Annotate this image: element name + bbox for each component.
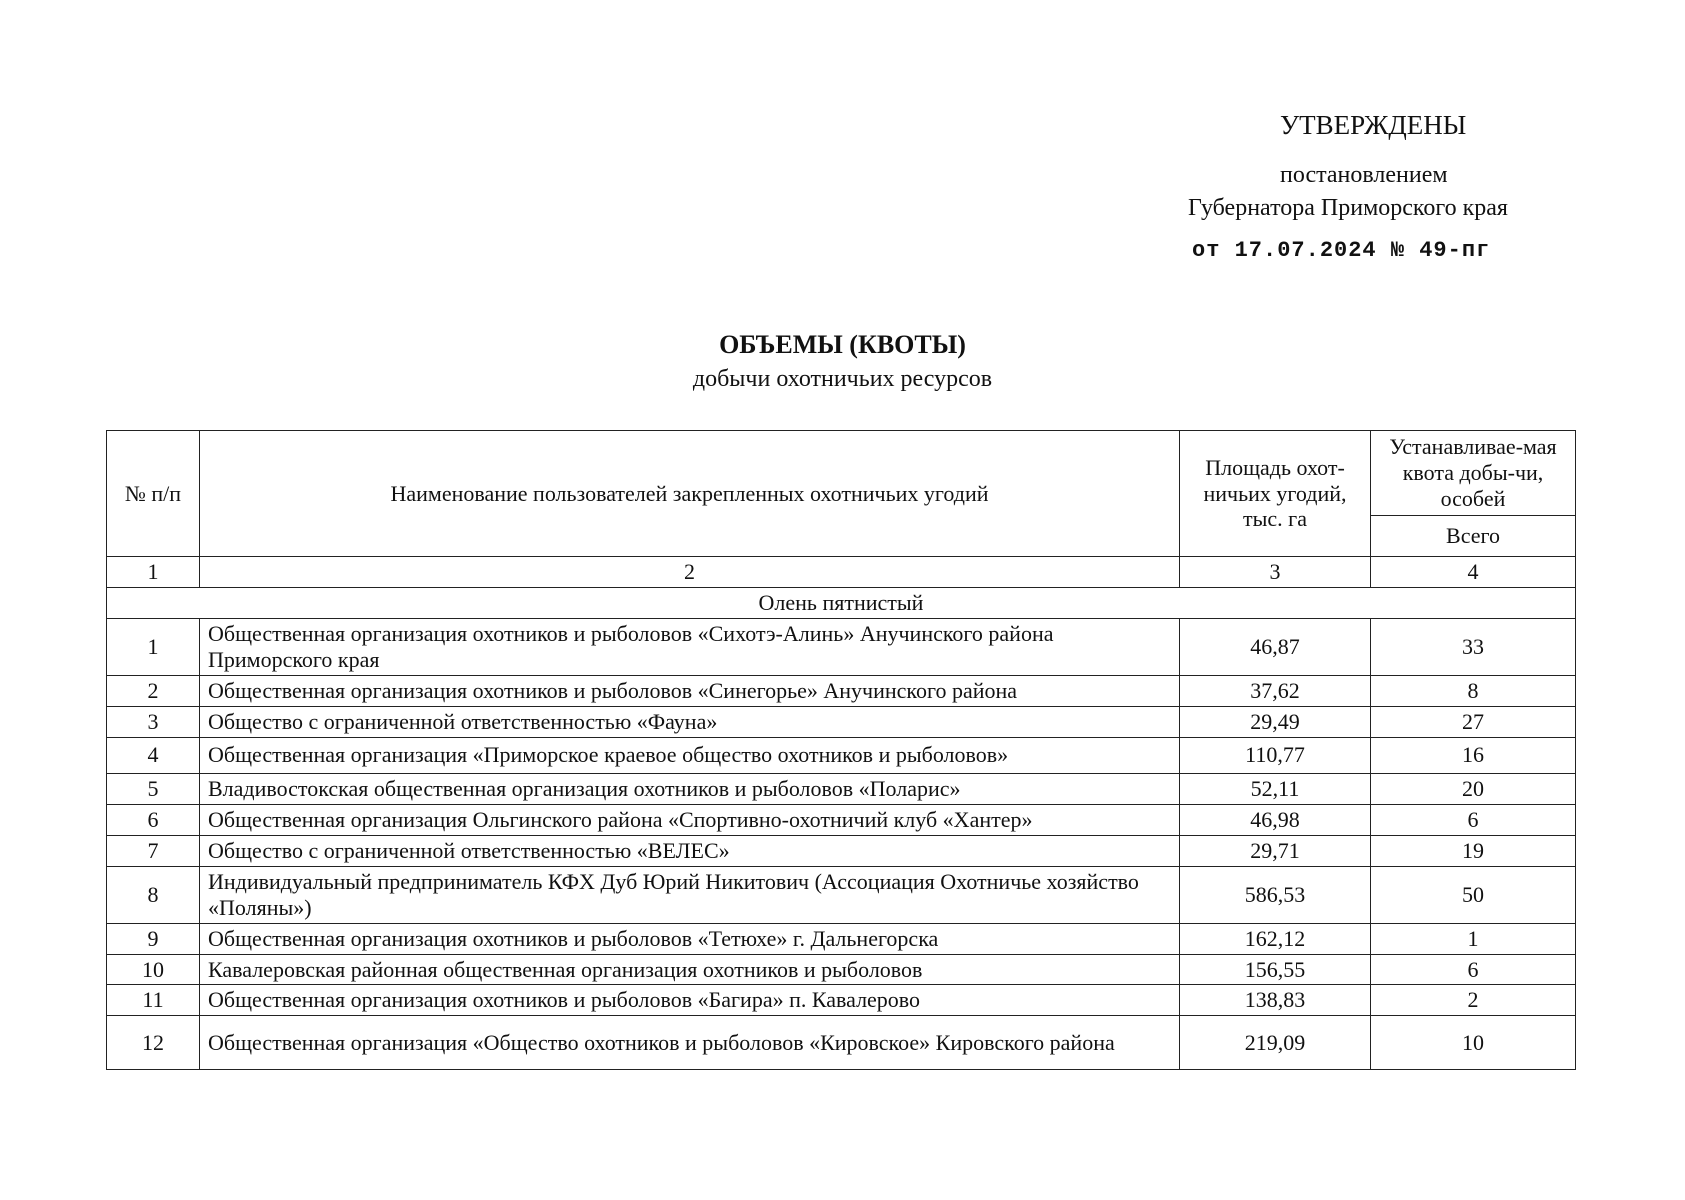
document-title: ОБЪЕМЫ (КВОТЫ) <box>719 330 966 359</box>
row-area: 29,71 <box>1180 835 1371 866</box>
table-row <box>107 706 1576 737</box>
header-area: Площадь охот-ничьих угодий, тыс. га <box>1180 431 1371 557</box>
approved-heading: УТВЕРЖДЕНЫ <box>1280 110 1467 140</box>
row-area: 29,49 <box>1180 706 1371 737</box>
row-quota: 33 <box>1371 619 1576 676</box>
row-area: 46,87 <box>1180 619 1371 676</box>
row-quota: 20 <box>1371 773 1576 804</box>
row-number: 11 <box>107 985 200 1016</box>
row-quota: 6 <box>1371 954 1576 985</box>
row-quota: 19 <box>1371 835 1576 866</box>
row-number: 1 <box>107 619 200 676</box>
quota-table-body <box>107 557 1576 1070</box>
row-user-name: Общественная организация Ольгинского района «Спортивно-охотничий клуб «Хантер» <box>200 804 1180 835</box>
row-area: 586,53 <box>1180 866 1371 923</box>
row-area: 162,12 <box>1180 923 1371 954</box>
row-user-name: Общественная организация «Приморское краевое общество охотников и рыболовов» <box>200 737 1180 773</box>
decree-date-number: от 17.07.2024 № 49-пг <box>1192 238 1491 263</box>
table-row <box>107 773 1576 804</box>
row-area: 37,62 <box>1180 675 1371 706</box>
table-row <box>107 954 1576 985</box>
row-user-name: Общество с ограниченной ответственностью «ВЕЛЕС» <box>200 835 1180 866</box>
row-user-name: Кавалеровская районная общественная организация охотников и рыболовов <box>200 954 1180 985</box>
row-area: 219,09 <box>1180 1016 1371 1070</box>
row-user-name: Индивидуальный предприниматель КФХ Дуб Юрий Никитович (Ассоциация Охотничье хозяйство «Поляны») <box>200 866 1180 923</box>
row-user-name: Общественная организация «Общество охотников и рыболовов «Кировское» Кировского района <box>200 1016 1180 1070</box>
row-quota: 27 <box>1371 706 1576 737</box>
row-number: 7 <box>107 835 200 866</box>
row-number: 4 <box>107 737 200 773</box>
table-row <box>107 1016 1576 1070</box>
table-row <box>107 835 1576 866</box>
row-number: 5 <box>107 773 200 804</box>
row-user-name: Общественная организация охотников и рыболовов «Тетюхе» г. Дальнегорска <box>200 923 1180 954</box>
row-area: 46,98 <box>1180 804 1371 835</box>
section-title: Олень пятнистый <box>107 588 1576 619</box>
section-row <box>107 588 1576 619</box>
document-subtitle: добычи охотничьих ресурсов <box>692 366 993 392</box>
quota-table <box>106 430 1576 1070</box>
row-area: 138,83 <box>1180 985 1371 1016</box>
row-quota: 1 <box>1371 923 1576 954</box>
row-user-name: Общественная организация охотников и рыболовов «Багира» п. Кавалерово <box>200 985 1180 1016</box>
table-row <box>107 866 1576 923</box>
table-row <box>107 804 1576 835</box>
header-quota: Устанавливае-мая квота добы-чи, особей <box>1371 431 1576 516</box>
table-row <box>107 985 1576 1016</box>
table-row <box>107 675 1576 706</box>
row-quota: 10 <box>1371 1016 1576 1070</box>
row-quota: 6 <box>1371 804 1576 835</box>
approval-line-governor: Губернатора Приморского края <box>1188 195 1508 221</box>
row-number: 9 <box>107 923 200 954</box>
header-total: Всего <box>1371 516 1576 557</box>
approval-line-resolution: постановлением <box>1280 162 1448 188</box>
row-number: 12 <box>107 1016 200 1070</box>
row-area: 52,11 <box>1180 773 1371 804</box>
column-index: 3 <box>1180 557 1371 588</box>
column-index-row <box>107 557 1576 588</box>
row-number: 3 <box>107 706 200 737</box>
row-quota: 2 <box>1371 985 1576 1016</box>
row-quota: 8 <box>1371 675 1576 706</box>
header-name: Наименование пользователей закрепленных охотничьих угодий <box>200 431 1180 557</box>
table-row <box>107 619 1576 676</box>
column-index: 4 <box>1371 557 1576 588</box>
row-user-name: Общественная организация охотников и рыболовов «Сихотэ-Алинь» Анучинского района Приморского края <box>200 619 1180 676</box>
table-row <box>107 737 1576 773</box>
row-area: 156,55 <box>1180 954 1371 985</box>
row-number: 2 <box>107 675 200 706</box>
header-num: № п/п <box>107 431 200 557</box>
table-row <box>107 923 1576 954</box>
row-area: 110,77 <box>1180 737 1371 773</box>
row-quota: 50 <box>1371 866 1576 923</box>
row-number: 6 <box>107 804 200 835</box>
row-quota: 16 <box>1371 737 1576 773</box>
row-number: 8 <box>107 866 200 923</box>
column-index: 2 <box>200 557 1180 588</box>
row-user-name: Общество с ограниченной ответственностью «Фауна» <box>200 706 1180 737</box>
row-user-name: Общественная организация охотников и рыболовов «Синегорье» Анучинского района <box>200 675 1180 706</box>
row-user-name: Владивостокская общественная организация охотников и рыболовов «Поларис» <box>200 773 1180 804</box>
row-number: 10 <box>107 954 200 985</box>
column-index: 1 <box>107 557 200 588</box>
